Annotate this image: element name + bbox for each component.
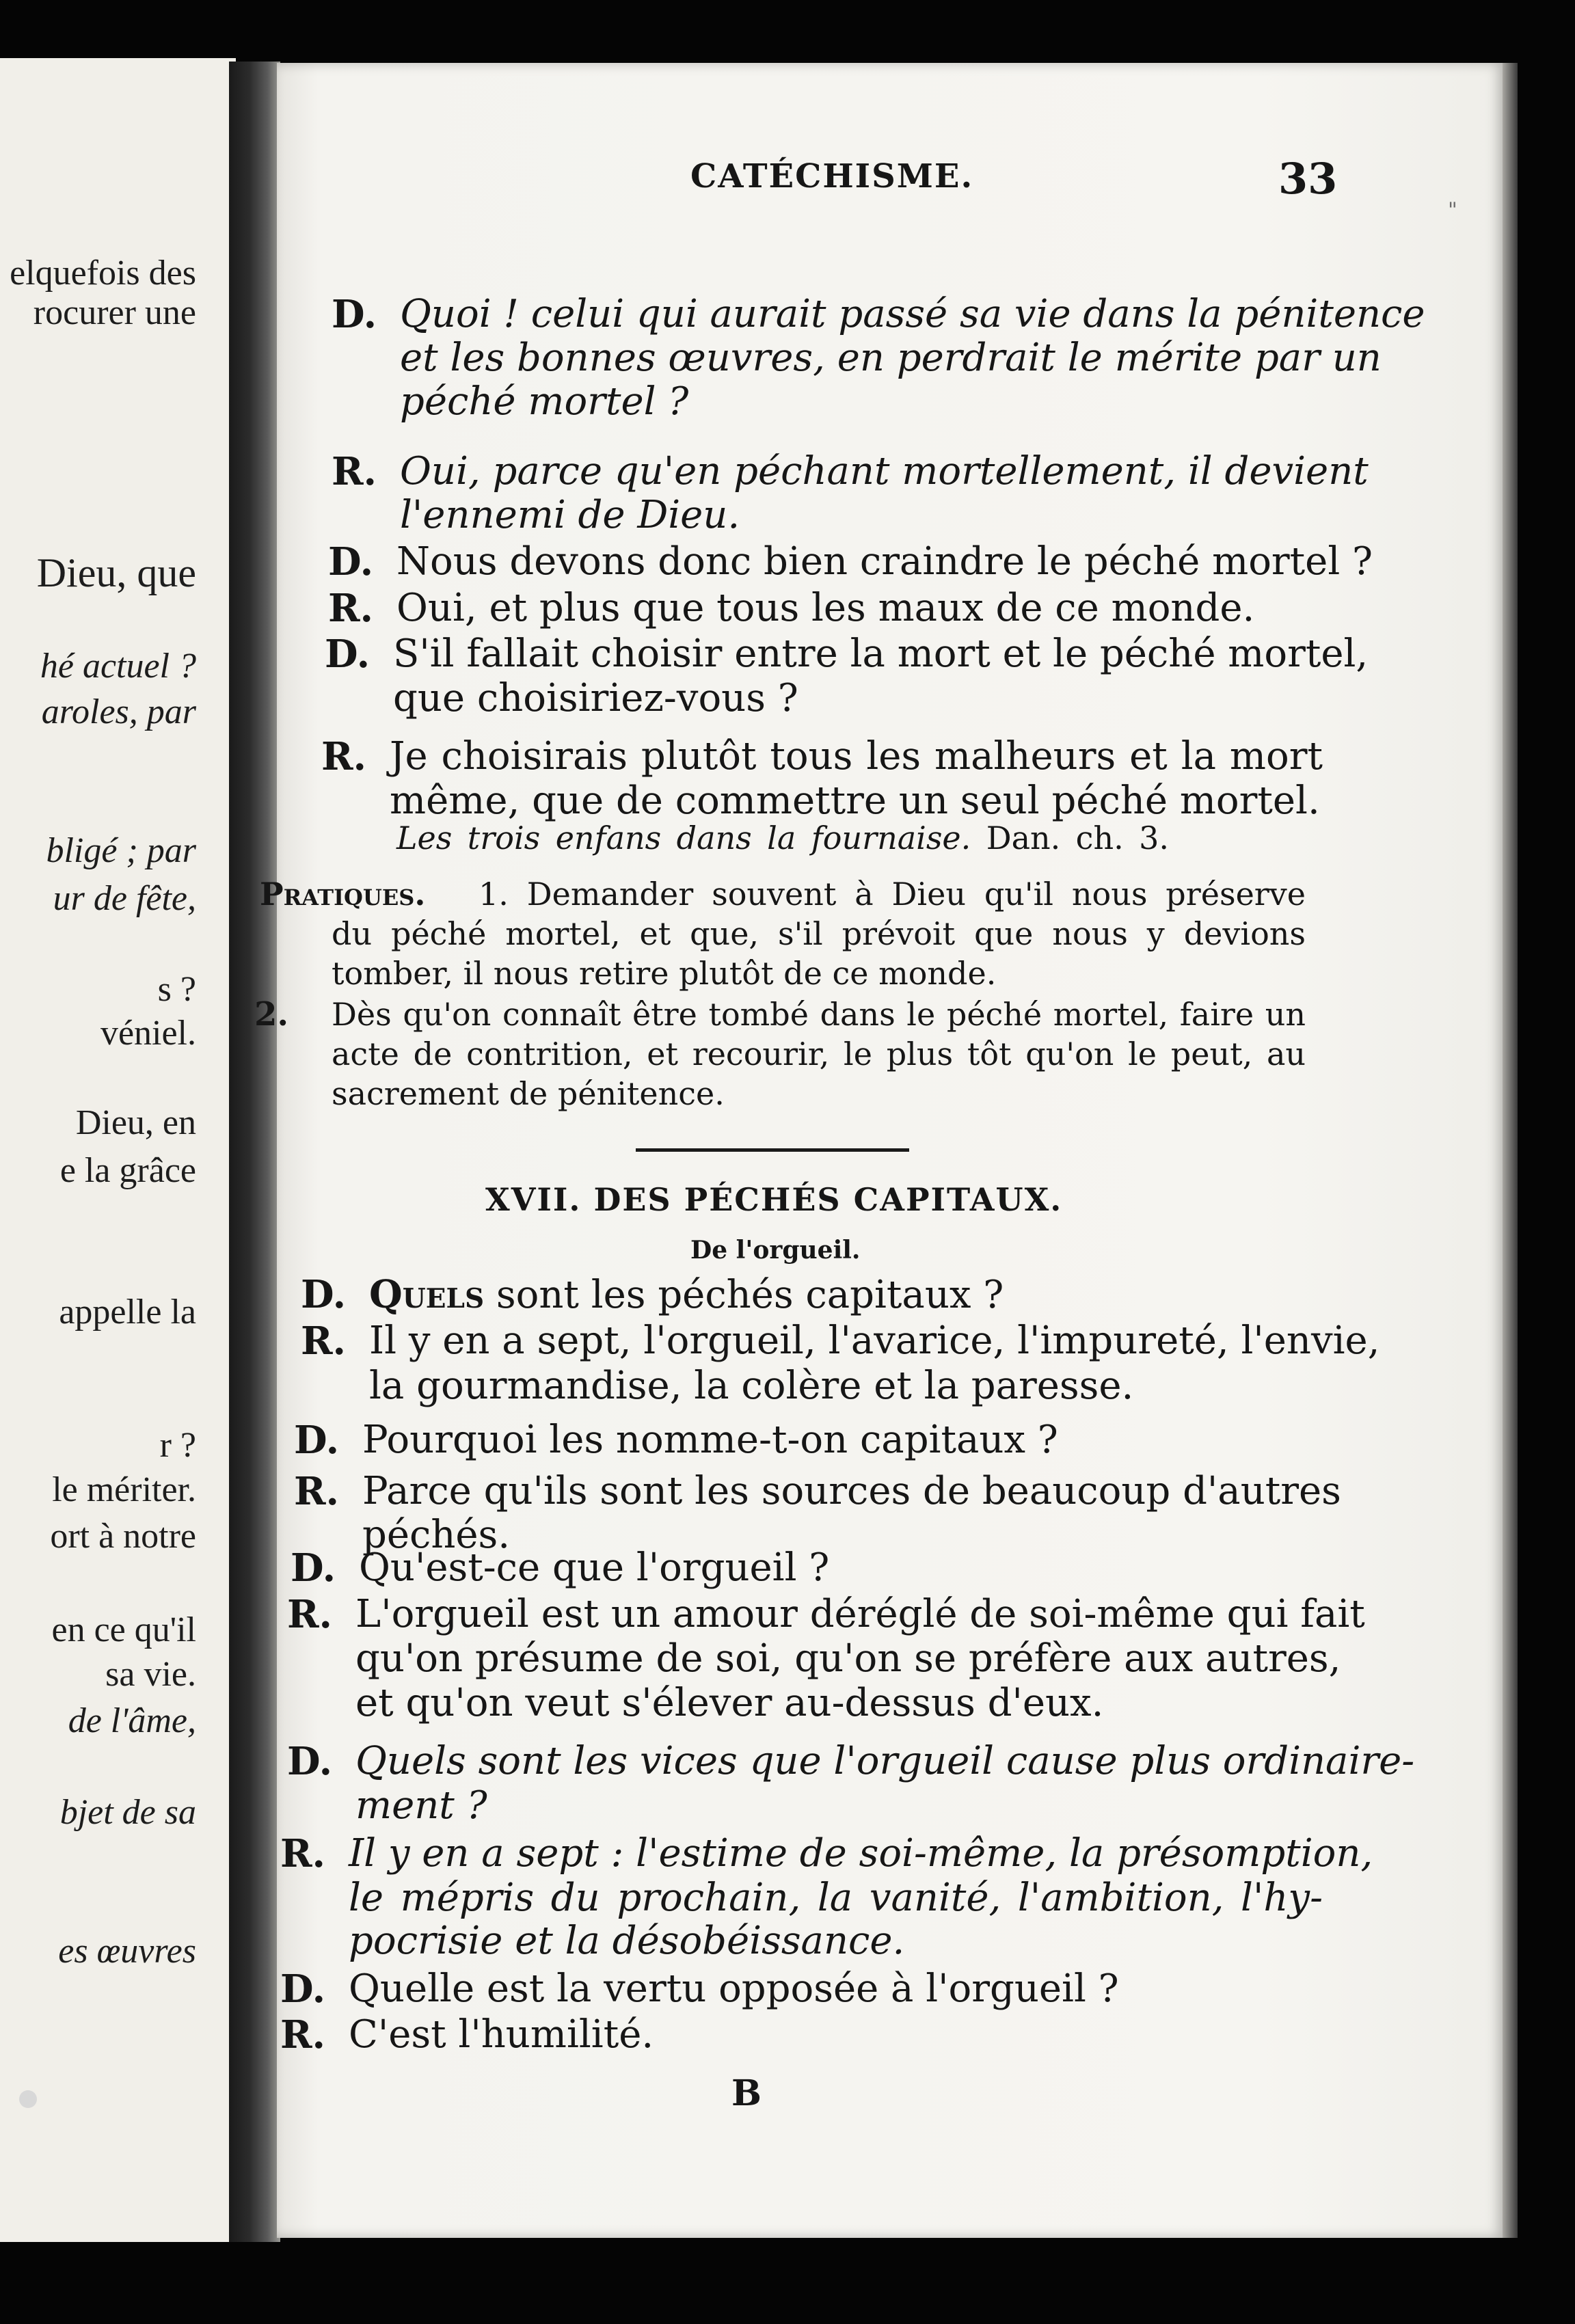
line-text: Nous devons donc bien craindre le péché mortel ? [396, 539, 1373, 584]
line-text: même, que de commettre un seul péché mortel. [390, 779, 1320, 823]
left-page-line: Dieu, que [36, 550, 196, 595]
left-page-line: bligé ; par [46, 831, 196, 870]
practice-line: sacrement de pénitence. [332, 1075, 725, 1112]
line-text: sont les péchés capitaux ? [484, 1273, 1004, 1317]
text-line [291, 1545, 1323, 1591]
left-page-line: de l'âme, [68, 1701, 196, 1740]
signature-mark: B [731, 2072, 762, 2114]
practice-line: tomber, il nous retire plutôt de ce monde. [332, 955, 997, 992]
practice-line: acte de contrition, et recourir, le plus tôt qu'on le peut, au [332, 1036, 1306, 1072]
left-page-line: s ? [157, 970, 196, 1009]
left-page-line: ort à notre [50, 1517, 196, 1556]
qa-marker: D. [294, 1418, 340, 1463]
text-line [301, 1272, 1323, 1317]
left-page-line: e la grâce [59, 1151, 196, 1190]
text-line [400, 336, 1382, 380]
qa-marker: R. [287, 1592, 333, 1637]
text-line [294, 1418, 1323, 1463]
line-text: Quelle est la vertu opposée à l'orgueil ? [349, 1967, 1119, 2011]
qa-marker: R. [301, 1319, 347, 1364]
text-line [393, 677, 1323, 720]
line-text: Pourquoi les nomme-t-on capitaux ? [362, 1418, 1058, 1462]
qa-marker: D. [287, 1739, 333, 1784]
text-line [280, 2012, 1323, 2057]
line-text: péchés. [362, 1513, 511, 1557]
left-page-line: aroles, par [41, 692, 196, 731]
scan-dot [19, 2090, 37, 2108]
margin-mark: " [1448, 198, 1457, 222]
line-text: et les bonnes œuvres, en perdrait le mérite par un [400, 336, 1382, 380]
section-title: XVII. DES PÉCHÉS CAPITAUX. [485, 1181, 1063, 1218]
left-page-line: Dieu, en [75, 1103, 196, 1142]
qa-marker: R. [280, 1831, 326, 1876]
citation-title: Les trois enfans dans la fournaise. [396, 820, 971, 856]
scripture-citation [396, 819, 1169, 857]
line-text: Il y en a sept, l'orgueil, l'avarice, l'impureté, l'envie, [369, 1319, 1380, 1363]
text-line [280, 1831, 1373, 1876]
text-line [332, 449, 1369, 494]
left-page-line: rocurer une [33, 293, 196, 332]
left-page-line: r ? [159, 1426, 196, 1465]
text-line [349, 1919, 1323, 1963]
lead-word: Quels [369, 1272, 485, 1317]
qa-marker: R. [332, 449, 377, 494]
text-line [321, 734, 1323, 779]
qa-marker: D. [328, 539, 374, 584]
line-text: Quoi ! celui qui aurait passé sa vie dans la pénitence [400, 292, 1425, 336]
practice-line: 1. Demander souvent à Dieu qu'il nous préserve [479, 876, 1306, 913]
text-line [280, 1967, 1323, 2012]
text-line [400, 380, 1323, 424]
text-line [355, 1681, 1323, 1725]
qa-marker: R. [321, 734, 367, 779]
text-line [390, 779, 1323, 823]
line-text: Oui, parce qu'en péchant mortellement, il devient [400, 449, 1369, 494]
left-page-line: véniel. [100, 1014, 196, 1053]
left-page-line: bjet de sa [59, 1793, 196, 1832]
practice-line: Dès qu'on connaît être tombé dans le péché mortel, faire un [332, 996, 1306, 1033]
qa-marker: R. [328, 586, 374, 631]
qa-marker: D. [280, 1967, 326, 2012]
line-text: péché mortel ? [400, 379, 689, 424]
line-text: ment ? [355, 1783, 487, 1828]
left-page-line: hé actuel ? [40, 647, 196, 686]
line-text: Qu'est-ce que l'orgueil ? [359, 1545, 830, 1590]
text-line [355, 1636, 1341, 1681]
line-text: Je choisirais plutôt tous les malheurs et la mort [390, 734, 1323, 779]
line-text: C'est l'humilité. [349, 2012, 654, 2057]
text-line [294, 1469, 1341, 1514]
left-page-line: appelle la [59, 1293, 196, 1332]
left-page-line: elquefois des [10, 254, 196, 293]
left-page-line: ur de fête, [53, 879, 196, 918]
line-text: qu'on présume de soi, qu'on se préfère aux autres, [355, 1636, 1341, 1681]
text-line [349, 1876, 1323, 1920]
text-line [287, 1592, 1365, 1637]
qa-marker: D. [325, 632, 371, 677]
line-text: pocrisie et la désobéissance. [349, 1919, 905, 1963]
running-title: CATÉCHISME. [690, 157, 974, 195]
text-line [328, 586, 1323, 631]
qa-marker: D. [291, 1545, 336, 1591]
text-line [328, 539, 1373, 584]
line-text: Parce qu'ils sont les sources de beaucoup d'autres [362, 1469, 1341, 1513]
qa-marker: D. [332, 292, 377, 337]
line-text: Il y en a sept : l'estime de soi-même, la présomption, [349, 1831, 1373, 1876]
page-number: 33 [1278, 154, 1338, 204]
page-edge-shadow [1503, 63, 1518, 2238]
section-subtitle: De l'orgueil. [690, 1236, 861, 1265]
left-page-line: es œuvres [58, 1932, 196, 1971]
text-line [400, 494, 1323, 537]
line-text: Oui, et plus que tous les maux de ce monde. [396, 586, 1255, 630]
qa-marker: D. [301, 1272, 347, 1317]
practice-line: du péché mortel, et que, s'il prévoit que nous y devions [332, 915, 1306, 952]
left-page-line: sa vie. [105, 1655, 196, 1694]
text-line [355, 1784, 1323, 1828]
text-line [332, 292, 1425, 337]
line-text: L'orgueil est un amour déréglé de soi-même qui fait [355, 1592, 1365, 1636]
line-text: que choisiriez-vous ? [393, 676, 798, 720]
citation-reference: Dan. ch. 3. [986, 820, 1169, 856]
line-text: et qu'on veut s'élever au-dessus d'eux. [355, 1681, 1104, 1725]
left-page-line: le mériter. [52, 1470, 196, 1509]
qa-marker: R. [280, 2012, 326, 2057]
text-line [369, 1364, 1323, 1408]
line-text: le mépris du prochain, la vanité, l'ambition, l'hy- [349, 1876, 1323, 1920]
line-text: l'ennemi de Dieu. [400, 493, 740, 537]
left-facing-page [0, 58, 236, 2242]
practices-label: Pratiques. [260, 876, 426, 913]
left-page-line: en ce qu'il [51, 1610, 196, 1649]
practice-item-number: 2. [254, 995, 289, 1033]
line-text: la gourmandise, la colère et la paresse. [369, 1364, 1134, 1408]
section-divider [636, 1148, 909, 1152]
text-line [287, 1739, 1415, 1784]
book-gutter [229, 62, 280, 2242]
qa-marker: R. [294, 1469, 340, 1514]
line-text: Quels sont les vices que l'orgueil cause plus ordinaire- [355, 1739, 1415, 1783]
line-text: S'il fallait choisir entre la mort et le péché mortel, [393, 632, 1369, 676]
text-line [325, 632, 1369, 677]
text-line [301, 1319, 1380, 1364]
